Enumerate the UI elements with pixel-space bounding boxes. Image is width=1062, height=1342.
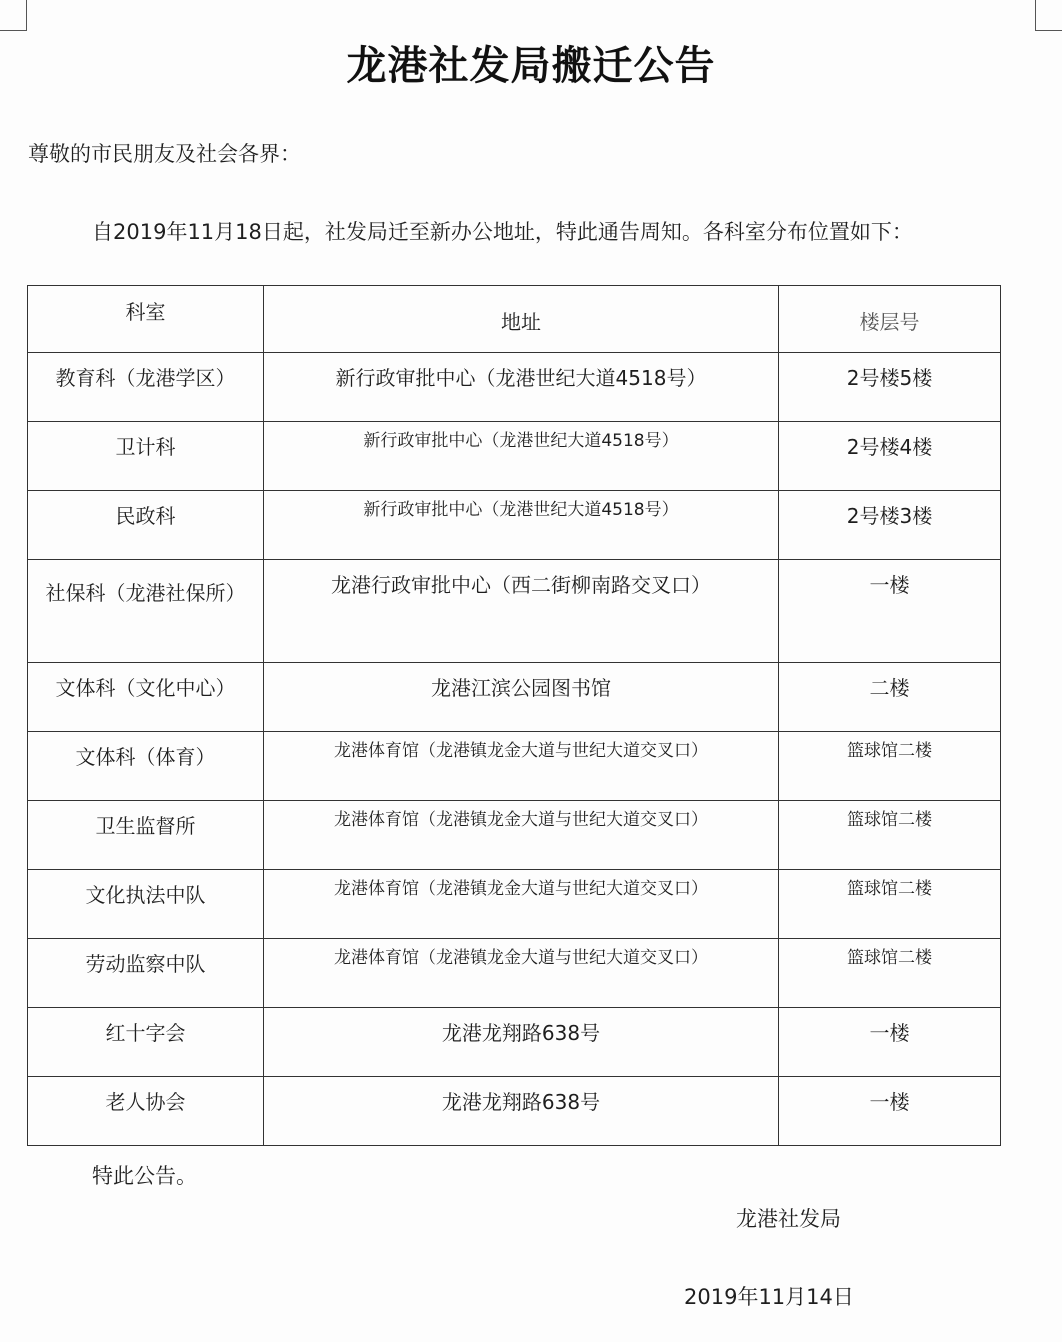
address-cell: 龙港行政审批中心（西二街柳南路交叉口）: [264, 560, 779, 663]
address-cell: 龙港体育馆（龙港镇龙金大道与世纪大道交叉口）: [264, 732, 779, 801]
crop-mark-top-left: [0, 0, 27, 31]
table-row: [28, 801, 1001, 870]
floor-cell: 篮球馆二楼: [779, 801, 1001, 870]
closing-remark: 特此公告。: [92, 1164, 197, 1188]
floor-cell: 2号楼4楼: [779, 422, 1001, 491]
floor-cell: 一楼: [779, 1008, 1001, 1077]
dept-cell: 文体科（文化中心）: [28, 663, 264, 732]
signature-date: 2019年11月14日: [684, 1285, 854, 1309]
table-row: [28, 870, 1001, 939]
dept-cell: 老人协会: [28, 1077, 264, 1146]
address-cell: 龙港龙翔路638号: [264, 1008, 779, 1077]
header-floor: 楼层号: [779, 286, 1001, 353]
department-location-table: [27, 285, 1001, 1146]
salutation: 尊敬的市民朋友及社会各界：: [28, 142, 301, 166]
dept-cell: 劳动监察中队: [28, 939, 264, 1008]
table-row: [28, 939, 1001, 1008]
table-row: [28, 353, 1001, 422]
dept-cell: 文化执法中队: [28, 870, 264, 939]
table-row: [28, 663, 1001, 732]
dept-cell: 卫生监督所: [28, 801, 264, 870]
signature-org: 龙港社发局: [736, 1207, 841, 1231]
header-department: 科室: [28, 286, 264, 353]
dept-cell: 红十字会: [28, 1008, 264, 1077]
table-header-row: [28, 286, 1001, 353]
floor-cell: 二楼: [779, 663, 1001, 732]
dept-cell: 文体科（体育）: [28, 732, 264, 801]
floor-cell: 一楼: [779, 560, 1001, 663]
address-cell: 龙港体育馆（龙港镇龙金大道与世纪大道交叉口）: [264, 939, 779, 1008]
header-address: 地址: [264, 286, 779, 353]
dept-cell: 民政科: [28, 491, 264, 560]
table-row: [28, 1008, 1001, 1077]
address-cell: 龙港龙翔路638号: [264, 1077, 779, 1146]
address-cell: 新行政审批中心（龙港世纪大道4518号）: [264, 422, 779, 491]
address-cell: 龙港体育馆（龙港镇龙金大道与世纪大道交叉口）: [264, 870, 779, 939]
page-title: 龙港社发局搬迁公告: [346, 43, 716, 89]
address-cell: 新行政审批中心（龙港世纪大道4518号）: [264, 353, 779, 422]
crop-mark-top-right: [1035, 0, 1062, 31]
floor-cell: 篮球馆二楼: [779, 870, 1001, 939]
table-row: [28, 1077, 1001, 1146]
table-row: [28, 560, 1001, 663]
table-row: [28, 422, 1001, 491]
floor-cell: 篮球馆二楼: [779, 939, 1001, 1008]
address-cell: 龙港江滨公园图书馆: [264, 663, 779, 732]
floor-cell: 2号楼3楼: [779, 491, 1001, 560]
dept-cell: 卫计科: [28, 422, 264, 491]
floor-cell: 2号楼5楼: [779, 353, 1001, 422]
floor-cell: 一楼: [779, 1077, 1001, 1146]
table-row: [28, 732, 1001, 801]
address-cell: 新行政审批中心（龙港世纪大道4518号）: [264, 491, 779, 560]
table-row: [28, 491, 1001, 560]
floor-cell: 篮球馆二楼: [779, 732, 1001, 801]
dept-cell: 教育科（龙港学区）: [28, 353, 264, 422]
intro-paragraph: 自2019年11月18日起，社发局迁至新办公地址，特此通告周知。各科室分布位置如下：: [92, 220, 913, 244]
dept-cell: 社保科（龙港社保所）: [28, 560, 264, 663]
address-cell: 龙港体育馆（龙港镇龙金大道与世纪大道交叉口）: [264, 801, 779, 870]
